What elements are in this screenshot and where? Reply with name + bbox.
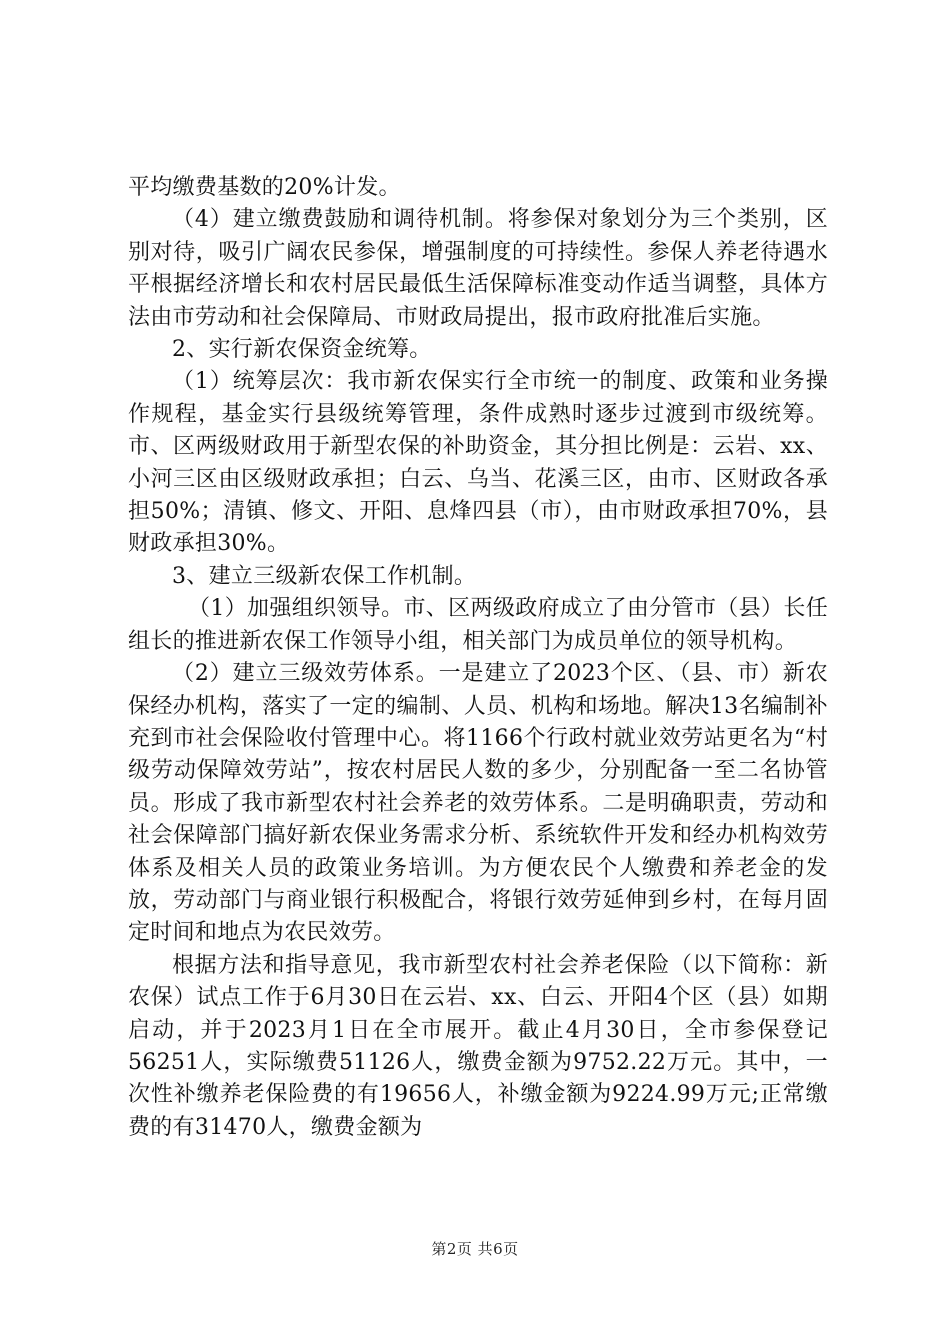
heading-work-mechanism: 3、建立三级新农保工作机制。	[172, 563, 477, 589]
heading-fund-pooling: 2、实行新农保资金统筹。	[172, 337, 432, 363]
document-body	[128, 172, 828, 1144]
paragraph-continuation: 平均缴费基数的20%计发。	[128, 175, 401, 200]
paragraph-organization-leadership: （1）加强组织领导。市、区两级政府成立了由分管市（县）长任组长的推进新农保工作领导小组，相关部门为成员单位的领导机构。	[128, 596, 828, 654]
paragraph-pooling-level: （1）统筹层次：我市新农保实行全市统一的制度、政策和业务操作规程，基金实行县级统筹管理，条件成熟时逐步过渡到市级统筹。市、区两级财政用于新型农保的补助资金，其分担比例是：云岩、xx、小河三区由区级财政承担；白云、乌当、花溪三区，由市、区财政各承担50%；清镇、修文、开阳、息烽四县（市），由市财政承担70%，县财政承担30%。	[128, 369, 828, 557]
paragraph-service-system: （2）建立三级效劳体系。一是建立了2023个区、（县、市）新农保经办机构，落实了一定的编制、人员、机构和场地。解决13名编制补充到市社会保险收付管理中心。将1166个行政村就业效劳站更名为“村级劳动保障效劳站”，按农村居民人数的多少，分别配备一至二名协管员。形成了我市新型农村社会养老的效劳体系。二是明确职责，劳动和社会保障部门搞好新农保业务需求分析、系统软件开发和经办机构效劳体系及相关人员的政策业务培训。为方便农民个人缴费和养老金的发放，劳动部门与商业银行积极配合，将银行效劳延伸到乡村，在每月固定时间和地点为农民效劳。	[128, 661, 828, 946]
paragraph-pilot-progress: 根据方法和指导意见，我市新型农村社会养老保险（以下简称：新农保）试点工作于6月30日在云岩、xx、白云、开阳4个区（县）如期启动，并于2023月1日在全市展开。截止4月30日，全市参保登记56251人，实际缴费51126人，缴费金额为9752.22万元。其中，一次性补缴养老保险费的有19656人，补缴金额为9224.99万元;正常缴费的有31470人，缴费金额为	[128, 952, 828, 1140]
page-number-footer: 第2页 共6页	[431, 1240, 519, 1258]
paragraph-incentive-mechanism: （4）建立缴费鼓励和调待机制。将参保对象划分为三个类别，区别对待，吸引广阔农民参保，增强制度的可持续性。参保人养老待遇水平根据经济增长和农村居民最低生活保障标准变动作适当调整，具体方法由市劳动和社会保障局、市财政局提出，报市政府批准后实施。	[128, 207, 828, 330]
